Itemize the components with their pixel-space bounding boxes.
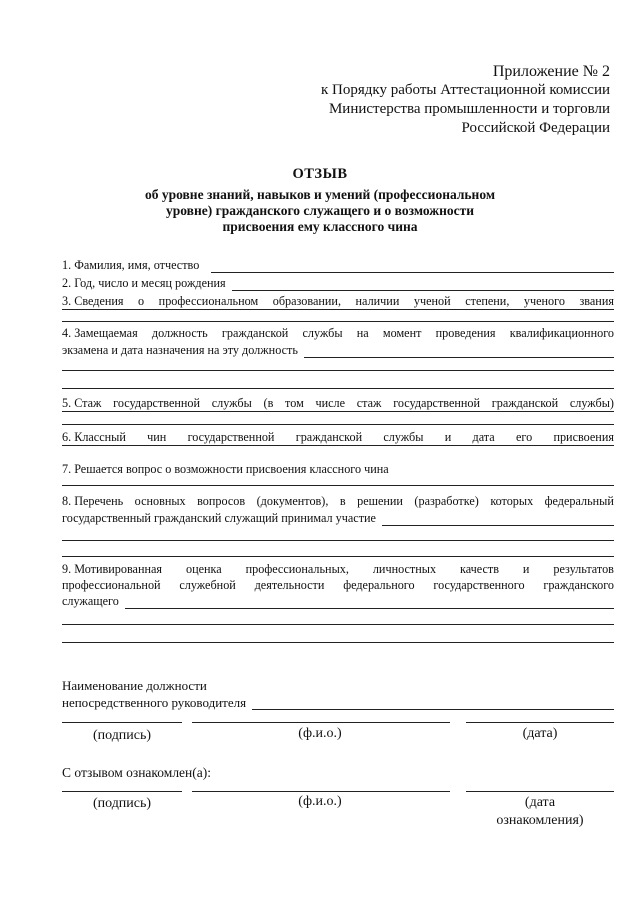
- field-education-extra-line[interactable]: [62, 321, 614, 322]
- field-rank-question-line[interactable]: [62, 485, 614, 486]
- field-class-rank-label: 6. Классный чин государственной гражданской службы и дата его присвоения: [62, 430, 614, 444]
- manager-title-label: Наименование должности: [62, 678, 207, 693]
- field-rank-question: [62, 462, 614, 477]
- field-service-length-extra-line[interactable]: [62, 424, 614, 425]
- field-rank-question-label: 7. Решается вопрос о возможности присвоения классного чина: [62, 462, 389, 476]
- field-position-extra-line-2[interactable]: [62, 388, 614, 389]
- appendix-line-3: Министерства промышленности и торговли: [328, 101, 610, 117]
- field-main-issues-line[interactable]: [382, 514, 614, 526]
- document-title: ОТЗЫВ: [292, 166, 348, 182]
- field-main-issues-label: 8. Перечень основных вопросов (документов), в решении (разработке) которых федеральный: [62, 494, 614, 508]
- field-position-label: 4. Замещаемая должность гражданской службы на момент проведения квалификационного: [62, 326, 614, 340]
- field-evaluation[interactable]: [62, 562, 614, 609]
- field-birth-date-line[interactable]: [232, 279, 614, 291]
- field-evaluation-label-3: служащего: [62, 594, 119, 608]
- field-evaluation-label-2: профессиональной служебной деятельности федерального государственного гражданского: [62, 578, 614, 592]
- field-service-length[interactable]: [62, 396, 614, 412]
- field-birth-date[interactable]: [62, 276, 614, 291]
- employee-date-line[interactable]: [466, 791, 614, 792]
- field-evaluation-label: 9. Мотивированная оценка профессиональных, личностных качеств и результатов: [62, 562, 614, 576]
- manager-name-line[interactable]: [192, 722, 450, 723]
- appendix-line-4: Российской Федерации: [461, 120, 610, 136]
- field-full-name[interactable]: [62, 258, 614, 273]
- manager-date-caption: (дата): [522, 726, 558, 741]
- field-main-issues[interactable]: [62, 494, 614, 526]
- field-class-rank[interactable]: [62, 430, 614, 446]
- manager-position[interactable]: [62, 694, 614, 710]
- field-full-name-line[interactable]: [211, 261, 614, 273]
- manager-signature-line[interactable]: [62, 722, 182, 723]
- appendix-header: [250, 62, 610, 138]
- field-education[interactable]: [62, 294, 614, 310]
- employee-date-caption-line-1: (дата: [524, 795, 556, 810]
- manager-position-label: непосредственного руководителя: [62, 695, 247, 710]
- subtitle-line-3: присвоения ему классного чина: [222, 219, 418, 234]
- manager-position-line[interactable]: [252, 698, 614, 710]
- employee-signature-line[interactable]: [62, 791, 182, 792]
- field-position-extra-line-1[interactable]: [62, 370, 614, 371]
- field-position-line[interactable]: [304, 346, 614, 358]
- manager-signature-caption: (подпись): [92, 728, 152, 743]
- employee-name-caption: (ф.и.о.): [298, 794, 342, 809]
- document-subtitle: [100, 187, 540, 235]
- manager-name-caption: (ф.и.о.): [298, 726, 342, 741]
- field-position-label-2: экзамена и дата назначения на эту должность: [62, 343, 298, 357]
- employee-name-line[interactable]: [192, 791, 450, 792]
- field-evaluation-line[interactable]: [125, 597, 614, 609]
- field-main-issues-extra-line-1[interactable]: [62, 540, 614, 541]
- employee-date-caption: [470, 794, 610, 830]
- subtitle-line-2: уровне) гражданского служащего и о возможности: [166, 203, 474, 218]
- field-evaluation-extra-line-1[interactable]: [62, 624, 614, 625]
- field-position[interactable]: [62, 326, 614, 358]
- field-education-label: 3. Сведения о профессиональном образовании, наличии ученой степени, ученого звания: [62, 294, 614, 308]
- field-service-length-label: 5. Стаж государственной службы (в том числе стаж государственной гражданской службы): [62, 396, 614, 410]
- field-main-issues-label-2: государственный гражданский служащий принимал участие: [62, 511, 376, 525]
- field-full-name-label: 1. Фамилия, имя, отчество: [62, 258, 200, 272]
- subtitle-line-1: об уровне знаний, навыков и умений (профессиональном: [144, 187, 496, 202]
- appendix-line-2: к Порядку работы Аттестационной комиссии: [321, 82, 610, 98]
- manager-date-line[interactable]: [466, 722, 614, 723]
- field-birth-date-label: 2. Год, число и месяц рождения: [62, 276, 226, 290]
- field-evaluation-extra-line-2[interactable]: [62, 642, 614, 643]
- employee-signature-caption: (подпись): [92, 796, 152, 811]
- employee-date-caption-line-2: ознакомления): [496, 813, 584, 828]
- appendix-number: Приложение № 2: [492, 63, 610, 80]
- field-main-issues-extra-line-2[interactable]: [62, 556, 614, 557]
- acquainted-label: С отзывом ознакомлен(а):: [62, 765, 212, 780]
